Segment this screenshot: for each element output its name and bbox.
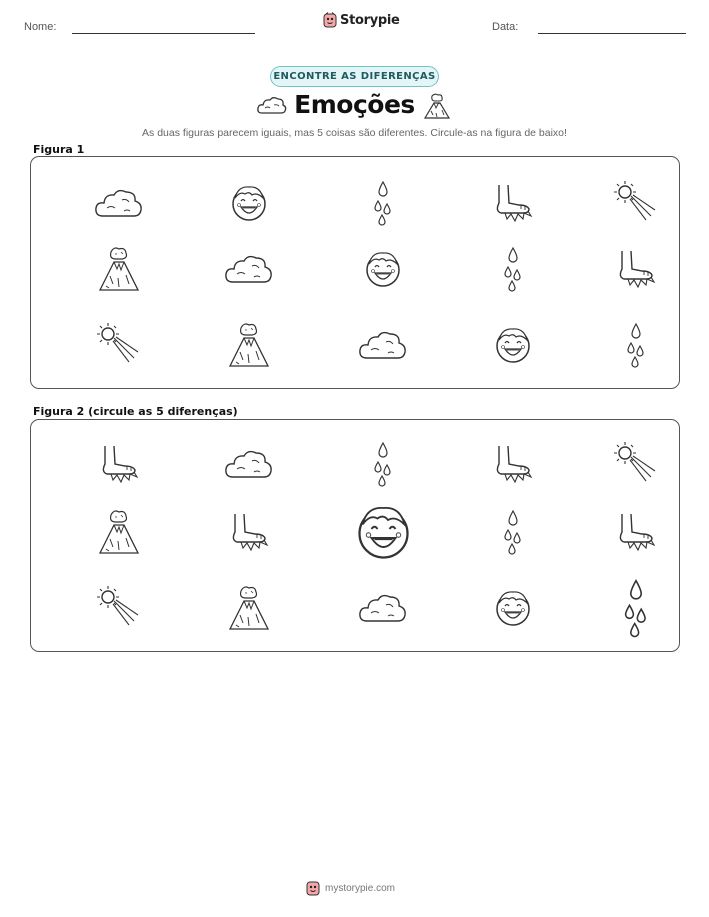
face-icon (494, 325, 532, 365)
foot-drawing (227, 512, 271, 552)
face-drawing (230, 183, 268, 223)
face-drawing (355, 502, 412, 562)
drops-drawing (623, 578, 649, 638)
sun-drawing (613, 441, 659, 487)
face-drawing (364, 249, 402, 289)
figure-1-label: Figura 1 (33, 143, 85, 156)
foot-icon[interactable] (97, 444, 141, 484)
foot-icon[interactable] (491, 444, 535, 484)
figure-1-panel (30, 156, 680, 389)
sun-drawing (613, 180, 659, 226)
cloud-drawing (358, 328, 408, 362)
volcano-drawing (227, 322, 271, 368)
face-drawing (494, 325, 532, 365)
foot-drawing (614, 249, 658, 289)
foot-drawing (491, 444, 535, 484)
drops-icon (373, 180, 393, 226)
date-input-line[interactable] (538, 33, 686, 34)
drops-drawing (503, 509, 523, 555)
drops-drawing (373, 180, 393, 226)
face-icon (230, 183, 268, 223)
foot-icon[interactable] (227, 512, 271, 552)
figure-2-label: Figura 2 (circule as 5 diferenças) (33, 405, 238, 418)
drops-drawing (503, 246, 523, 292)
volcano-icon (423, 93, 451, 119)
storypie-logo (323, 12, 400, 28)
storypie-mascot-icon (306, 880, 320, 896)
page-title: Emoções (294, 90, 415, 119)
brand-name: Storypie (340, 12, 400, 28)
volcano-drawing (97, 509, 141, 555)
drops-drawing (373, 441, 393, 487)
cloud-icon[interactable] (358, 591, 408, 625)
name-label: Nome: (24, 21, 57, 33)
sun-icon (613, 180, 659, 226)
face-drawing (494, 588, 532, 628)
volcano-icon (227, 322, 271, 368)
figure-2-panel[interactable] (30, 419, 680, 652)
cloud-icon (94, 186, 144, 220)
drops-icon[interactable] (503, 509, 523, 555)
foot-drawing (491, 183, 535, 223)
sun-drawing (96, 585, 142, 631)
cloud-drawing (358, 591, 408, 625)
sun-icon (96, 322, 142, 368)
drops-icon[interactable] (623, 578, 649, 638)
volcano-icon[interactable] (227, 585, 271, 631)
foot-icon[interactable] (614, 512, 658, 552)
foot-drawing (614, 512, 658, 552)
face-icon[interactable] (494, 588, 532, 628)
volcano-icon[interactable] (97, 509, 141, 555)
cloud-drawing (224, 252, 274, 286)
instructions-text: As duas figuras parecem iguais, mas 5 coisas são diferentes. Circule-as na figura de baixo! (142, 127, 567, 139)
name-input-line[interactable] (72, 33, 255, 34)
volcano-drawing (227, 585, 271, 631)
storypie-mascot-icon (323, 12, 337, 28)
footer (306, 880, 395, 896)
cloud-icon[interactable] (224, 447, 274, 481)
cloud-drawing (94, 186, 144, 220)
drops-icon (626, 322, 646, 368)
face-icon (364, 249, 402, 289)
activity-badge: ENCONTRE AS DIFERENÇAS (270, 66, 439, 87)
volcano-icon (97, 246, 141, 292)
sun-icon[interactable] (613, 441, 659, 487)
footer-url[interactable]: mystorypie.com (325, 882, 396, 894)
face-icon[interactable] (355, 502, 412, 562)
cloud-drawing (224, 447, 274, 481)
sun-icon[interactable] (96, 585, 142, 631)
drops-icon (503, 246, 523, 292)
foot-drawing (97, 444, 141, 484)
foot-icon (491, 183, 535, 223)
volcano-drawing (97, 246, 141, 292)
sun-drawing (96, 322, 142, 368)
date-label: Data: (492, 21, 519, 33)
drops-icon[interactable] (373, 441, 393, 487)
cloud-icon (358, 328, 408, 362)
foot-icon (614, 249, 658, 289)
cloud-icon (224, 252, 274, 286)
drops-drawing (626, 322, 646, 368)
